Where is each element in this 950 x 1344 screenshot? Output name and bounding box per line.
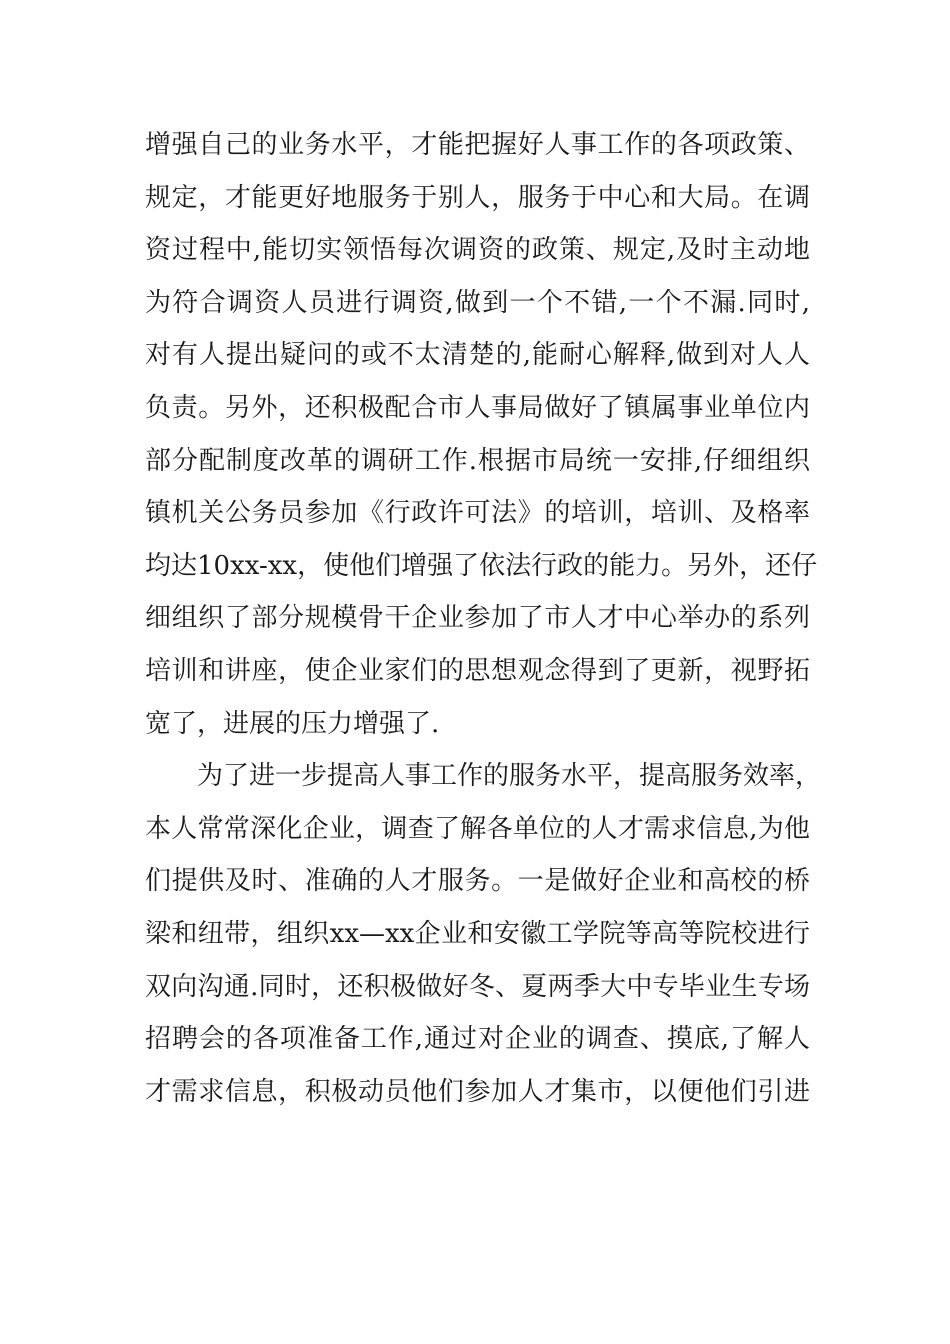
text-line: 培训和讲座，使企业家们的思想观念得到了更新，视野拓 xyxy=(145,655,810,686)
text-line: 为了进一步提高人事工作的服务水平，提高服务效率， xyxy=(197,761,822,792)
text-line: 均达10xx-xx，使他们增强了依法行政的能力。另外，还仔 xyxy=(145,550,818,581)
text-line: 本人常常深化企业，调查了解各单位的人才需求信息,为他 xyxy=(145,813,810,844)
text-line: 部分配制度改革的调研工作.根据市局统一安排,仔细组织 xyxy=(145,445,810,476)
text-line: 为符合调资人员进行调资,做到一个不错,一个不漏.同时, xyxy=(145,287,810,318)
text-line: 对有人提出疑问的或不太清楚的,能耐心解释,做到对人人 xyxy=(145,340,810,371)
paragraph-1 xyxy=(145,127,818,758)
text-line: 们提供及时、准确的人才服务。一是做好企业和高校的桥 xyxy=(145,866,810,897)
text-line: 才需求信息，积极动员他们参加人才集市，以便他们引进 xyxy=(145,1076,810,1107)
body-text xyxy=(145,127,822,1126)
text-line: 规定，才能更好地服务于别人，服务于中心和大局。在调 xyxy=(145,182,810,213)
text-line: 镇机关公务员参加《行政许可法》的培训，培训、及格率 xyxy=(145,498,810,529)
text-line: 负责。另外，还积极配合市人事局做好了镇属事业单位内 xyxy=(145,392,810,423)
text-line: 增强自己的业务水平，才能把握好人事工作的各项政策、 xyxy=(145,130,810,160)
paragraph-2 xyxy=(145,758,822,1126)
text-line: 双向沟通.同时，还积极做好冬、夏两季大中专毕业生专场 xyxy=(145,971,810,1002)
text-line: 招聘会的各项准备工作,通过对企业的调查、摸底,了解人 xyxy=(145,1024,810,1055)
text-line: 资过程中,能切实领悟每次调资的政策、规定,及时主动地 xyxy=(145,235,810,266)
text-line: 宽了，进展的压力增强了. xyxy=(145,708,440,739)
text-line: 细组织了部分规模骨干企业参加了市人才中心举办的系列 xyxy=(145,603,810,634)
text-line: 梁和纽带，组织xx—xx企业和安徽工学院等高等院校进行 xyxy=(145,918,810,949)
